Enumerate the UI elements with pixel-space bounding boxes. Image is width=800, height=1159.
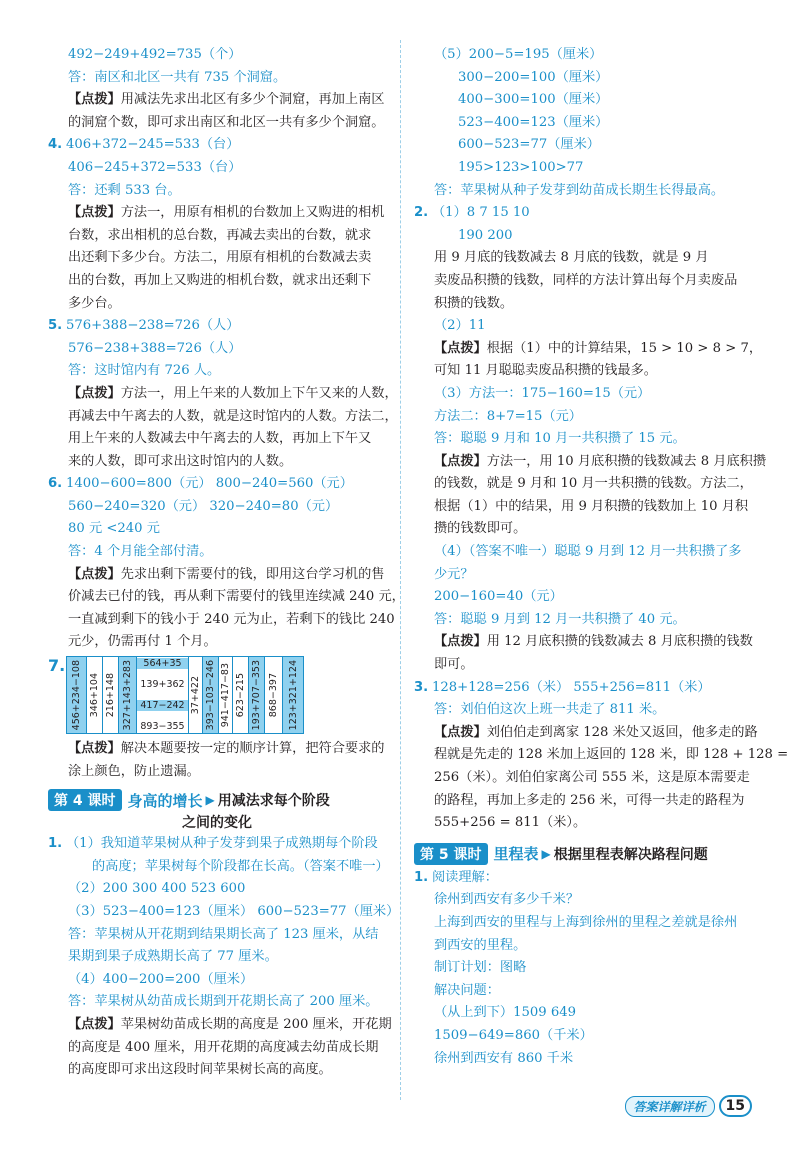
lesson-subtitle: 根据里程表解决路程问题 bbox=[553, 846, 708, 863]
hint-paragraph: 【点拨】用减法先求出北区有多少个洞窟，再加上南区 bbox=[68, 92, 385, 108]
puzzle-cell: 327+143+283 bbox=[119, 657, 137, 733]
puzzle-cell: 193+707−353 bbox=[249, 657, 265, 733]
lesson-badge: 第 5 课时 bbox=[414, 843, 488, 865]
coloring-puzzle bbox=[66, 656, 304, 734]
question-number: 4. bbox=[48, 137, 63, 153]
question-2: 2. （1）8 7 15 10 bbox=[414, 202, 752, 225]
hint-tag: 【点拨】 bbox=[434, 453, 487, 469]
hint-tag: 【点拨】 bbox=[68, 741, 121, 757]
arrow-icon: ▶ bbox=[205, 793, 215, 808]
arrow-icon: ▶ bbox=[541, 846, 551, 861]
right-column: （5）200−5=195（厘米） 300−200=100（厘米） 400−300=100（厘米） 523−400=123（厘米） 600−523=77（厘米） 195>123>100>77 答：苹果树从种子发芽到幼苗成长期生长得最高。 2. （1）8 7 15 10 190 200 用 9 月底的钱数减去 8 月底的钱数，就是 9 月 卖废品积攒的钱数，同样的方法计算出每个月卖废品 积攒的钱数。 （2）11 【点拨】根据（1）中的计算结果，15 > 10 > 8 > 7， 可知 11 月聪聪卖废品积攒的钱最多。 （3）方法一：175−160=15（元） 方法二：8+7=15（元） 答：聪聪 9 月和 10 月一共积攒了 15 元。 【点拨】方法一，用 10 月底积攒的钱数减去 8 月底积攒 的钱数，就是 9 月和 10 月一共积攒的钱数。方法二， 根据（1）中的结果，用 9 月积攒的钱数加上 10 月积 攒的钱数即可。 （4）（答案不唯一）聪聪 9 月到 12 月一共积攒了多 少元？ 200−160=40（元） 答：聪聪 9 月到 12 月一共积攒了 40 元。 【点拨】用 12 月底积攒的钱数减去 8 月底积攒的钱数 即可。 3. 128+128=256（米） 555+256=811（米） 答：刘伯伯这次上班一共走了 811 米。 【点拨】刘伯伯走到离家 128 米处又返回，他多走的路 程就是先走的 128 米加上返回的 128 米，即 128 + 128 = 256（米）。刘伯伯家离公司 555 米，这是原本需要走 的路程，再加上多走的 256 米，可得一共走的路程为 555+256 = 811（米）。 第 5 课时 里程表 ▶ 根据里程表解决路程问题 1. 阅读理解： 徐州到西安有多少千米？ 上海到西安的里程与上海到徐州的里程之差就是徐州 到西安的里程。 制订计划：图略 解决问题： （从上到下）1509 649 1509−649=860（千米） 徐州到西安有 860 千米 bbox=[414, 47, 789, 1066]
question-number: 3. bbox=[414, 679, 429, 695]
lesson-4-header bbox=[48, 789, 386, 811]
hint-tag: 【点拨】 bbox=[68, 566, 121, 582]
puzzle-cell: 346+104 bbox=[87, 657, 103, 733]
puzzle-cell: 123+321+124 bbox=[283, 657, 303, 733]
puzzle-cell: 941−417−83 bbox=[219, 657, 233, 733]
footer-badge: 答案详解详析 bbox=[625, 1096, 715, 1117]
hint-tag: 【点拨】 bbox=[68, 205, 121, 221]
question-5: 5. 576+388−238=726（人） bbox=[48, 315, 386, 338]
lesson-title: 里程表 bbox=[493, 845, 539, 864]
answer-line: 答：南区和北区一共有 735 个洞窟。 bbox=[68, 69, 287, 85]
answer-line: 492−249+492=735（个） bbox=[68, 47, 242, 62]
question-number: 5. bbox=[48, 318, 63, 334]
question-3: 3. 128+128=256（米） 555+256=811（米） bbox=[414, 677, 752, 700]
hint-tag: 【点拨】 bbox=[434, 634, 487, 650]
question-4: 4. 406+372−245=533（台） bbox=[48, 134, 386, 157]
question-number: 2. bbox=[414, 205, 429, 221]
puzzle-cell: 564+35 139+362 417−242 893−355 bbox=[137, 657, 189, 733]
hint-tag: 【点拨】 bbox=[68, 92, 121, 108]
column-divider bbox=[400, 40, 401, 1100]
hint-tag: 【点拨】 bbox=[434, 724, 487, 740]
puzzle-cell: 456+234−108 bbox=[67, 657, 87, 733]
puzzle-cell: 868−397 bbox=[265, 657, 283, 733]
hint-tag: 【点拨】 bbox=[68, 385, 121, 401]
hint-tag: 【点拨】 bbox=[68, 1016, 121, 1032]
lesson-subtitle: 之间的变化 bbox=[182, 815, 252, 832]
question-number: 1. bbox=[48, 836, 63, 852]
question-number: 6. bbox=[48, 476, 63, 492]
page-number: 15 bbox=[719, 1095, 752, 1117]
lesson-badge: 第 4 课时 bbox=[48, 789, 122, 811]
puzzle-cell: 393−103−246 bbox=[203, 657, 219, 733]
question-number: 7. bbox=[48, 656, 66, 676]
left-column: 492−249+492=735（个） 答：南区和北区一共有 735 个洞窟。 【点拨】用减法先求出北区有多少个洞窟，再加上南区 的洞窟个数，即可求出南区和北区一共有多少个洞窟。 4. 406+372−245=533（台） 406−245+372=533（台） 答：还剩 533 台。 【点拨】方法一，用原有相机的台数加上又购进的相机 台数，求出相机的总台数，再减去卖出的台数，就求 出还剩下多少台。方法二，用原有相机的台数减去卖 出的台数，再加上又购进的相机台数，就求出还剩下 多少台。 5. 576+388−238=726（人） 576−238+388=726（人） 答：这时馆内有 726 人。 【点拨】方法一，用上午来的人数加上下午又来的人数， 再减去中午离去的人数，就是这时馆内的人数。方法二， 用上午来的人数减去中午离去的人数，再加上下午又 来的人数，即可求出这时馆内的人数。 6. 1400−600=800（元） 800−240=560（元） 560−240=320（元） 320−240=80（元） 80 元 <240 元 答：4 个月能全部付清。 【点拨】先求出剩下需要付的钱，即用这台学习机的售 价减去已付的钱，再从剩下需要付的钱里连续减 240 元， 一直减到剩下的钱小于 240 元为止，若剩下的钱比 240 元少，仍需再付 1 个月。 7. 456+234−108 346+104 216+148 327+143+283 564+35 139+362 417−242 893−355 37+422 393−103−246 941−417−83 623−215 193+707−353 868−397 123+321+124 【点拨】解决本题要按一定的顺序计算，把符合要求的 涂上颜色，防止遗漏。 第 4 课时 身高的增长 ▶ 用减法求每个阶段 之间的变化 1. （1）我知道苹果树从种子发芽到果子成熟期每个阶段 的高度；苹果树每个阶段都在长高。（答案不唯一） （2）200 300 400 523 600 （3）523−400=123（厘米） 600−523=77（厘米） 答：苹果树从开花期到结果期长高了 123 厘米，从结 果期到果子成熟期长高了 77 厘米。 （4）400−200=200（厘米） 答：苹果树从幼苗成长期到开花期长高了 200 厘米。 【点拨】苹果树幼苗成长期的高度是 200 厘米，开花期 的高度是 400 厘米，用开花期的高度减去幼苗成长期 的高度即可求出这段时间苹果树长高的高度。 bbox=[48, 44, 386, 1082]
puzzle-cell: 216+148 bbox=[103, 657, 119, 733]
lesson-5-header bbox=[414, 843, 752, 865]
puzzle-cell: 623−215 bbox=[233, 657, 249, 733]
lesson-subtitle: 用减法求每个阶段 bbox=[217, 793, 330, 810]
hint-tag: 【点拨】 bbox=[434, 340, 487, 356]
question-6: 6. 1400−600=800（元） 800−240=560（元） bbox=[48, 473, 386, 496]
puzzle-cell: 37+422 bbox=[189, 657, 203, 733]
lesson-title: 身高的增长 bbox=[127, 791, 203, 810]
question-number: 1. bbox=[414, 869, 429, 885]
question-7 bbox=[48, 656, 386, 738]
page-footer bbox=[625, 1095, 753, 1117]
